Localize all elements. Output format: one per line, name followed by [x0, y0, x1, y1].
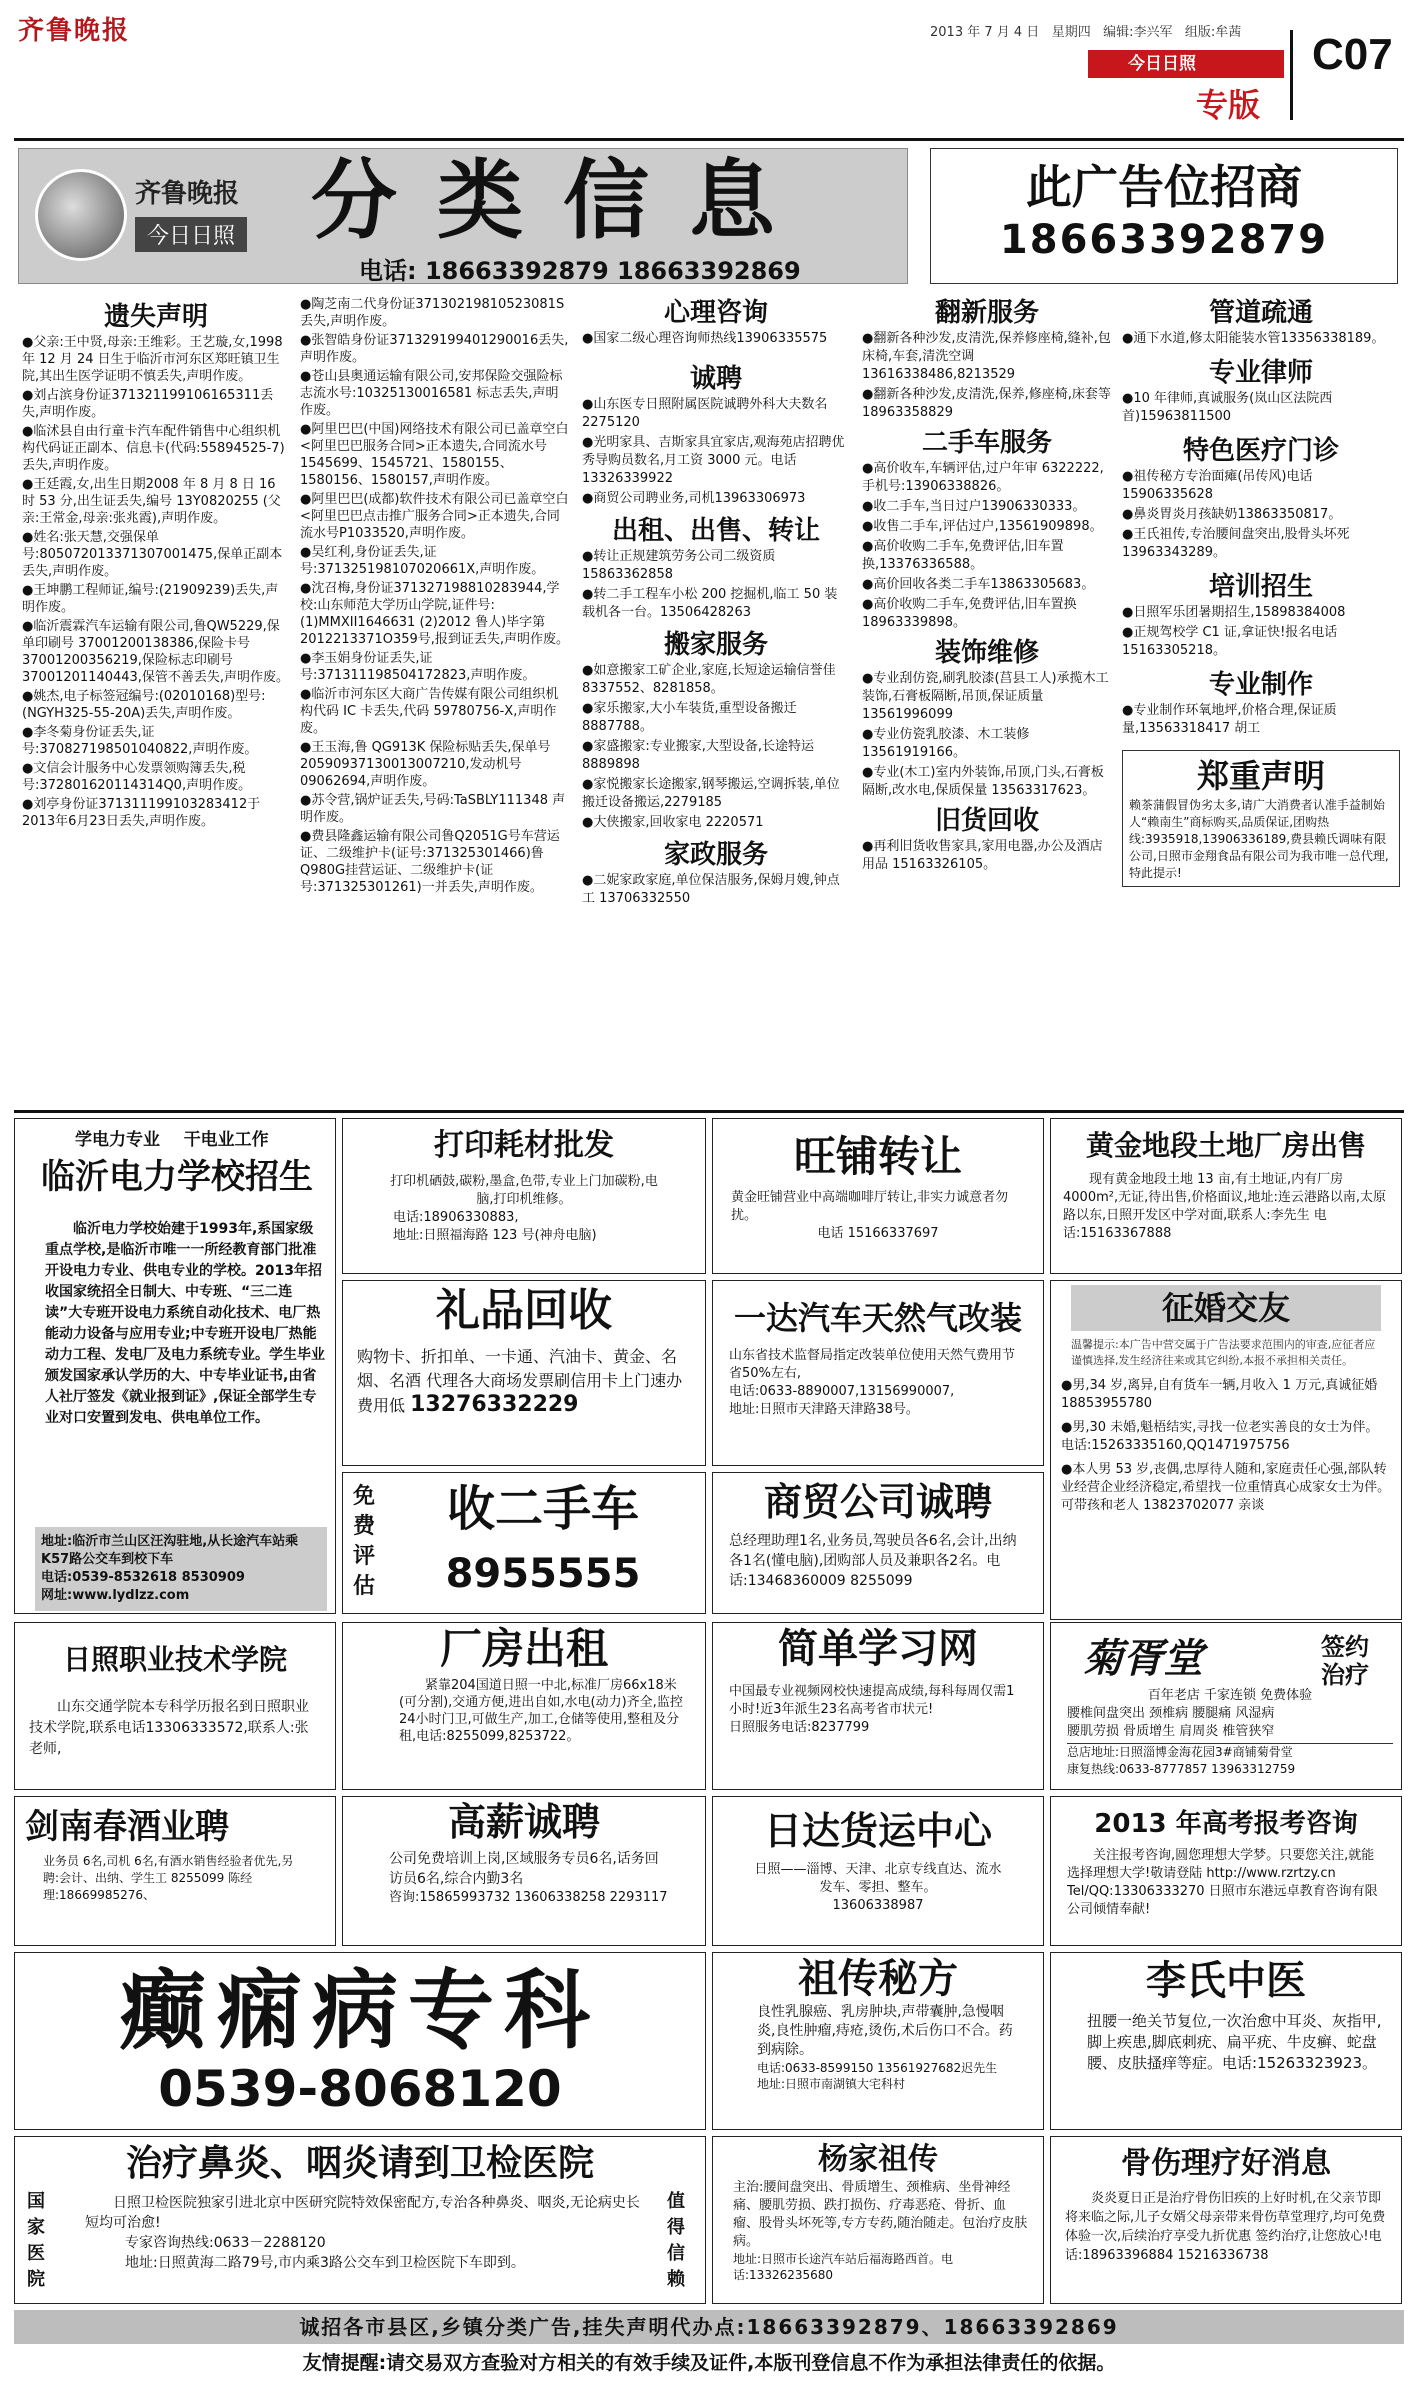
footer-bar [14, 2310, 1404, 2344]
usedcar-title: 收二手车 [446, 1481, 639, 1537]
list-item: ●阿里巴巴(成都)软件技术有限公司已盖章空白<阿里巴巴点击推广服务合同>正本遗失,合同流水号P1033520,声明作废。 [300, 492, 569, 541]
list-item: ●本人男 53 岁,丧偶,忠厚待人随和,家庭责任心强,部队转业经营企业经济稳定,希望找一位重情真心成家女士为伴。可带孩和老人 13823702077 亲谈 [1061, 1462, 1391, 1513]
col3-s3-title: 出租、出售、转让 [611, 516, 820, 546]
factory-title: 厂房出租 [439, 1624, 608, 1673]
print-addr: 地址:日照福海路 123 号(神舟电脑) [393, 1228, 597, 1243]
trade-body: 总经理助理1名,业务员,驾驶员各6名,会计,出纳各1名(懂电脑),团购部人员及兼职各2名。电话:13468360009 8255099 [729, 1533, 1017, 1589]
list-item: ●收二手车,当日过户13906330333。 [862, 499, 1086, 514]
col4-s3-title: 装饰维修 [934, 638, 1039, 668]
banner-logo: 齐鲁晚报 [135, 179, 240, 209]
list-item: ●男,34 岁,离异,自有货车一辆,月收入 1 万元,真诚征婚 18853955780 [1061, 1378, 1378, 1411]
list-item: ●刘亭身份证371311199103283412于2013年6月23日丢失,声明作废。 [22, 797, 261, 829]
massage-line3: 腰肌劳损 骨质增生 肩周炎 椎管狭窄 [1067, 1724, 1275, 1739]
usedcar-side: 免费评估 [353, 1483, 376, 1599]
ad-exam [1050, 1796, 1402, 1946]
masthead-rule [1290, 30, 1293, 120]
usedcar-tel: 8955555 [445, 1551, 641, 1597]
ancestral-tel: 电话:0633-8599150 13561927682迟先生 [757, 2061, 998, 2075]
layout-editor: 组版:牟茜 [1184, 25, 1242, 40]
net-title: 简单学习网 [778, 1626, 978, 1672]
nose-title: 治疗鼻炎、咽炎请到卫检医院 [125, 2143, 594, 2184]
col5-s2-text: ●10 年律师,真诚服务(岚山区法院西首)15963811500 [1122, 391, 1333, 424]
banner [18, 148, 908, 284]
section-tag: 今日日照 [1088, 50, 1284, 78]
ad-space-phone: 18663392879 [999, 217, 1329, 263]
nose-body: 日照卫检医院独家引进北京中医研究院特效保密配方,专治各种鼻炎、咽炎,无论病史长短均可治愈! [85, 2195, 640, 2231]
ancestral-body: 良性乳腺癌、乳房肿块,声带囊肿,急慢咽炎,良性肿瘤,痔疮,烫伤,术后伤口不合。药到病除。 [757, 2004, 1013, 2058]
list-item: ●高价收购二手车,免费评估,旧车置换 18963339898。 [862, 597, 1077, 630]
list-item: ●沈召梅,身份证371327198810283944,学校:山东师范大学历山学院,证件号:(1)MMXII1646631 (2)2012 鲁人)毕字第2012213371O359号,报到证丢失,声明作废。 [300, 581, 570, 647]
massage-tel: 康复热线:0633-8777857 13963312759 [1067, 1762, 1296, 1776]
massage-line1: 百年老店 千家连锁 免费体验 [1147, 1688, 1313, 1703]
list-item: ●苍山县奥通运输有限公司,安邦保险交强险标志流水号:10325130016581 标志丢失,声明作废。 [300, 369, 563, 418]
list-item: ●家悦搬家长途搬家,钢琴搬运,空调拆装,单位搬迁设备搬运,2279185 [582, 777, 840, 810]
gift-tel: 13276332229 [410, 1392, 579, 1417]
col3-s5-text: ●二妮家政家庭,单位保洁服务,保姆月嫂,钟点工 13706332550 [582, 873, 840, 906]
col5-s4-title: 培训招生 [1208, 572, 1313, 602]
col3-s2-title: 诚聘 [689, 364, 742, 394]
ad-shop [712, 1118, 1044, 1274]
land-title: 黄金地段土地厂房出售 [1085, 1129, 1366, 1162]
ad-space [930, 148, 1398, 284]
col5-s1-text: ●通下水道,修太阳能装水管13356338189。 [1122, 331, 1385, 346]
list-item: ●阿里巴巴(中国)网络技术有限公司已盖章空白<阿里巴巴服务合同>正本遗失,合同流水号 1545699、1545721、1580155、1580156、1580157,声明作废。 [300, 422, 569, 488]
list-item: ●姓名:张天慧,交强保单号:805072013371307001475,保单正副本丢失,声明作废。 [22, 530, 283, 579]
exam-tel: Tel/QQ:13306333270 日照市东港远卓教育咨询有限公司倾情奉献! [1067, 1884, 1378, 1917]
shop-title: 旺铺转让 [793, 1132, 962, 1181]
wine-title: 剑南春酒业聘 [25, 1807, 229, 1847]
banner-sublogo: 今日日照 [135, 217, 247, 252]
ad-bone [1050, 2136, 1402, 2304]
nose-tel: 专家咨询热线:0633－2288120 [125, 2235, 326, 2251]
footer-line2: 友情提醒:请交易双方查验对方相关的有效手续及证件,本版刊登信息不作为承担法律责任的依据。 [302, 2352, 1116, 2374]
list-item: ●专业仿瓷乳胶漆、木工装修13561919166。 [862, 727, 1030, 760]
ad-yang [712, 2136, 1044, 2304]
column-3 [582, 296, 850, 1102]
li-body: 扭腰一绝关节复位,一次治愈中耳炎、灰指甲,脚上疾患,脚底刺疣、扁平疣、牛皮癣、蛇盘腰、皮肤搔痒等症。电话:15263323923。 [1087, 2012, 1382, 2072]
net-tel: 日照服务电话:8237799 [729, 1720, 870, 1735]
list-item: ●姚杰,电子标签冠编号:(02010168)型号:(NGYH325-55-20A)丢失,声明作废。 [22, 689, 266, 721]
school-addr: 地址:临沂市兰山区汪沟驻地,从长途汽车站乘K57路公交车到校下车 [41, 1534, 299, 1567]
marry-title: 征婚交友 [1071, 1285, 1381, 1331]
school-tag2: 干电业工作 [183, 1130, 269, 1150]
statement-box [1122, 750, 1400, 887]
list-item: ●张智皓身份证371329199401290016丢失,声明作废。 [300, 333, 569, 365]
col3-s2-list [582, 396, 850, 508]
massage-brand: 菊胥堂 [1083, 1635, 1203, 1682]
school-tag1: 学电力专业 [75, 1130, 160, 1150]
list-item: ●如意搬家工矿企业,家庭,长短途运输信誉佳 8337552、8281858。 [582, 663, 836, 696]
col4-s3-list [862, 670, 1112, 800]
land-body: 现有黄金地段土地 13 亩,有土地证,内有厂房 4000m²,无证,待出售,价格面议,地址:连云港路以南,太原路以东,日照开发区中学对面,联系人:李先生 电话:15163367888 [1063, 1172, 1387, 1241]
ad-gift [342, 1280, 706, 1466]
ad-gas [712, 1280, 1044, 1466]
ad-net [712, 1622, 1044, 1790]
trade-title: 商贸公司诚聘 [763, 1480, 992, 1524]
ad-space-title: 此广告位招商 [1026, 160, 1302, 214]
list-item: ●日照军乐团暑期招生,15898384008 [1122, 605, 1346, 620]
marry-list [1051, 1371, 1401, 1515]
masthead-logo: 齐鲁晚报 [18, 16, 131, 46]
list-item: ●父亲:王中贤,母亲:王维彩。王艺璇,女,1998 年 12 月 24 日生于临沂市河东区郑旺镇卫生院,其出生医学证明不慎丢失,声明作废。 [22, 335, 283, 384]
top-rule [14, 138, 1404, 141]
list-item: ●收售二手车,评估过户,13561909898。 [862, 519, 1103, 534]
list-item: ●王玉海,鲁 QG913K 保险标贴丢失,保单号 20590937130013007210,发动机号 09062694,声明作废。 [300, 740, 551, 789]
editor: 编辑:李兴军 [1103, 25, 1173, 40]
col4-s4-title: 旧货回收 [934, 806, 1039, 836]
list-item: ●临沂市河东区大商广告传媒有限公司组织机构代码 IC 卡丢失,代码 59780756-X,声明作废。 [300, 687, 559, 736]
nose-content [85, 2193, 645, 2273]
list-item: ●男,30 未婚,魁梧结实,寻找一位老实善良的女士为伴。电话:15263335160,QQ1471975756 [1061, 1420, 1379, 1453]
gas-body: 山东省技术监督局指定改装单位使用天然气费用节省50%左右, [729, 1348, 1016, 1381]
banner-title: 分类信息 [311, 151, 815, 251]
banner-phone: 电话: 18663392879 18663392869 [359, 257, 801, 285]
col5-s5-title: 专业制作 [1208, 670, 1313, 700]
voc-title: 日照职业技术学院 [62, 1643, 287, 1676]
school-tel: 电话:0539-8532618 8530909 [41, 1570, 245, 1585]
list-item: ●转让正规建筑劳务公司二级资质 15863362858 [582, 549, 776, 582]
section-name: 专版 [1196, 86, 1261, 124]
ancestral-addr: 地址:日照市南湖镇大宅科村 [757, 2077, 906, 2091]
list-item: ●刘占滨身份证371321199106165311丢失,声明作废。 [22, 388, 274, 420]
bone-body: 炎炎夏日正是治疗骨伤旧疾的上好时机,在父亲节即将来临之际,儿子女婿父母亲带来骨伤草堂理疗,均可免费体验一次,后续治疗享受九折优惠 签约治疗,让您放心!电话:18963396884 15216336738 [1065, 2191, 1386, 2263]
list-item: ●家乐搬家,大小车装货,重型设备搬迁 8887788。 [582, 701, 797, 734]
list-item: ●临沭县自由行童卡汽车配件销售中心组织机构代码证正副本、信息卡(代码:55894525-7)丢失,声明作废。 [22, 424, 285, 473]
ad-land [1050, 1118, 1402, 1274]
col5-s2-title: 专业律师 [1208, 358, 1313, 388]
col2-list [300, 296, 570, 896]
exam-body: 关注报考咨询,圆您理想大学梦。只要您关注,就能选择理想大学!敬请登陆 http://www.rzrtzy.cn [1067, 1848, 1375, 1881]
col5-s6-text: 赖茶蒲假冒伪劣太多,请广大消费者认准手益制始人“赖南生”商标购买,品质保证,团购热线:3935918,13906336189,费县赖氏调味有限公司,日照市金翔食品有限公司为我市唯一总代理,特此提示! [1129, 798, 1389, 880]
masthead-date [930, 24, 1241, 42]
ad-epilepsy [14, 1952, 706, 2130]
footer-line1: 诚招各市县区,乡镇分类广告,挂失声明代办点:18663392879、18663392869 [299, 2315, 1119, 2339]
school-body: 临沂电力学校始建于1993年,系国家级重点学校,是临沂市唯一一所经教育部门批准开设电力专业、供电专业的学校。2013年招收国家统招全日制大、中专班、“三二连读”大专班开设电力系统自动化技术、电厂热能动力设备与应用专业;中专班开设电厂热能动力工程、发电厂及电力系统专业。学生毕业颁发国家承认学历的大、中专毕业证书,由省人社厅签发《就业报到证》,保证全部学生专业对口安置到发电、供电单位工作。 [45, 1221, 325, 1426]
massage-badge1: 签约 [1321, 1633, 1369, 1661]
nose-side1: 国家医院 [27, 2191, 45, 2290]
list-item: ●李玉娟身份证丢失,证号:371311198504172823,声明作废。 [300, 651, 536, 683]
list-item: ●祖传秘方专治面瘫(吊传风)电话 15906335628 [1122, 469, 1313, 502]
col5-s1-title: 管道疏通 [1208, 298, 1313, 328]
col3-s3-list [582, 548, 850, 622]
gas-tel: 电话:0633-8890007,13156990007, [729, 1384, 955, 1399]
col4-s1-list [862, 330, 1112, 422]
list-item: ●高价收购二手车,免费评估,旧车置换,13376336588。 [862, 539, 1064, 572]
list-item: ●大侠搬家,回收家电 2220571 [582, 815, 764, 830]
school-contact [35, 1527, 327, 1611]
classified-rule [14, 1110, 1404, 1113]
col3-s1-title: 心理咨询 [663, 298, 768, 328]
massage-line2: 腰椎间盘突出 颈椎病 腰腿痛 风湿病 [1067, 1706, 1275, 1721]
bone-title: 骨伤理疗好消息 [1121, 2146, 1331, 2181]
ad-voc [14, 1622, 336, 1790]
ad-li [1050, 1952, 1402, 2130]
list-item: ●专业(木工)室内外装饰,吊顶,门头,石膏板隔断,改水电,保质保量 13563317623。 [862, 765, 1104, 798]
ad-salary [342, 1796, 706, 1946]
gift-body [343, 1337, 705, 1418]
page-number: C07 [1312, 30, 1393, 79]
list-item: ●翻新各种沙发,皮清洗,保养,修座椅,床套等 18963358829 [862, 387, 1111, 420]
ad-freight [712, 1796, 1044, 1946]
column-2 [300, 296, 570, 1102]
massage-addr: 总店地址:日照淄博金海花园3#商铺菊骨堂 [1067, 1745, 1293, 1759]
ad-massage [1050, 1622, 1402, 1790]
ad-factory [342, 1622, 706, 1790]
col3-s5-title: 家政服务 [663, 840, 768, 870]
col5-s4-list [1122, 604, 1400, 660]
print-body: 打印机硒鼓,碳粉,墨盒,色带,专业上门加碳粉,电脑,打印机维修。 [390, 1174, 658, 1207]
school-title: 临沂电力学校招生 [41, 1157, 313, 1197]
gift-title: 礼品回收 [436, 1285, 612, 1336]
ancestral-title: 祖传秘方 [798, 1956, 958, 2002]
li-title: 李氏中医 [1146, 1958, 1306, 2004]
ad-ancestral [712, 1952, 1044, 2130]
net-body: 中国最专业视频网校快速提高成绩,每科每周仅需1小时!近3年派生23名高考省市状元! [729, 1684, 1015, 1717]
yang-title: 杨家祖传 [818, 2142, 938, 2177]
list-item: ●高价回收各类二手车13863305683。 [862, 577, 1095, 592]
list-item: ●山东医专日照附属医院诚聘外科大夫数名 2275120 [582, 397, 828, 430]
col4-s4-text: ●再利旧货收售家具,家用电器,办公及酒店用品 15163326105。 [862, 839, 1103, 872]
voc-body: 山东交通学院本专科学历报名到日照职业技术学院,联系电话13306333572,联系人:张老师, [29, 1699, 309, 1757]
list-item: ●正规驾校学 C1 证,拿证快!报名电话 15163305218。 [1122, 625, 1338, 658]
list-item: ●王氏祖传,专治腰间盘突出,股骨头坏死 13963343289。 [1122, 527, 1350, 560]
col4-s2-title: 二手车服务 [921, 428, 1052, 458]
col5-s6-title: 郑重声明 [1196, 757, 1325, 795]
epilepsy-title: 癫痫病专科 [120, 1961, 600, 2061]
weekday: 星期四 [1051, 25, 1091, 40]
date: 2013 年 7 月 4 日 [930, 25, 1040, 40]
col1-list [22, 334, 290, 830]
column-4 [862, 296, 1112, 1102]
list-item: ●文信会计服务中心发票领购簿丢失,税号:372801620114314Q0,声明作废。 [22, 761, 252, 793]
gift-body-text: 购物卡、折扣单、一卡通、汽油卡、黄金、名烟、名酒 代理各大商场发票刷信用卡上门速办费用低 [357, 1347, 683, 1415]
col5-s3-list [1122, 468, 1400, 562]
salary-title: 高薪诚聘 [447, 1800, 600, 1844]
school-web: 网址:www.lydlzz.com [41, 1588, 190, 1603]
marry-notice: 温馨提示:本广告中营交属于广告法要求范围内的审查,应征者应谨慎选择,发生经济往来或其它纠纷,本报不承担相关责任。 [1071, 1338, 1376, 1367]
salary-body: 公司免费培训上岗,区域服务专员6名,话务回访员6名,综合内勤3名 [389, 1851, 659, 1887]
list-item: ●吴红利,身份证丢失,证号:371325198107020661X,声明作废。 [300, 545, 545, 577]
list-item: ●家盛搬家:专业搬家,大型设备,长途特运 8889898 [582, 739, 814, 772]
list-item: ●陶芝南二代身份证37130219810523081S丢失,声明作废。 [300, 297, 565, 329]
shop-body: 黄金旺铺营业中高端咖啡厅转让,非实力诚意者勿扰。 [731, 1190, 1009, 1223]
ad-school [14, 1118, 336, 1614]
ad-wine [14, 1796, 336, 1946]
list-item: ●专业刮仿瓷,刷乳胶漆(莒县工人)承揽木工装饰,石膏板隔断,吊顶,保证质量 13561996099 [862, 671, 1109, 722]
col3-s1-text: ●国家二级心理咨询师热线13906335575 [582, 331, 828, 346]
shop-tel: 电话 15166337697 [817, 1226, 939, 1241]
column-1 [22, 300, 290, 1100]
salary-tel: 咨询:15865993732 13606338258 2293117 [389, 1890, 668, 1905]
ad-trade [712, 1472, 1044, 1614]
list-item: ●高价收车,车辆评估,过户年审 6322222,手机号:13906338826。 [862, 461, 1104, 494]
list-item: ●临沂震霖汽车运输有限公司,鲁QW5229,保单印刷号 37001200138386,保险卡号37001200356219,保险标志印刷号37001201140443,保管不善丢失,声明作废。 [22, 619, 290, 685]
print-title: 打印耗材批发 [434, 1128, 614, 1163]
ad-nose [14, 2136, 706, 2304]
wine-body: 业务员 6名,司机 6名,有酒水销售经验者优先,另聘:会计、出纳、学生工 8255099 陈经理:18669985276、 [43, 1854, 294, 1902]
list-item: ●王坤鹏工程师证,编号:(21909239)丢失,声明作废。 [22, 583, 279, 615]
gas-addr: 地址:日照市天津路天津路38号。 [729, 1402, 919, 1417]
col3-s4-title: 搬家服务 [663, 630, 768, 660]
ad-usedcar [342, 1472, 706, 1614]
list-item: ●李冬菊身份证丢失,证号:370827198501040822,声明作废。 [22, 725, 258, 757]
list-item: ●鼻炎胃炎月孩缺奶13863350817。 [1122, 507, 1342, 522]
freight-tel: 13606338987 [832, 1898, 924, 1913]
nose-side2: 值得信赖 [667, 2191, 685, 2290]
col4-s1-title: 翻新服务 [934, 298, 1039, 328]
nose-addr: 地址:日照黄海二路79号,市内乘3路公交车到卫检医院下车即到。 [125, 2255, 525, 2271]
list-item: ●转二手工程车小松 200 挖掘机,临工 50 装载机各一台。13506428263 [582, 587, 838, 620]
freight-body: 日照——淄博、天津、北京专线直达、流水发车、零担、整车。 [754, 1862, 1002, 1895]
factory-body: 紧靠204国道日照一中北,标准厂房66x18米(可分割),交通方便,进出自如,水电(动力)齐全,监控24小时门卫,可做生产,加工,仓储等使用,整租及分租,电话:8255099,8253722。 [399, 1678, 683, 1744]
list-item: ●光明家具、吉斯家具宜家店,观海苑店招聘优秀导购员数名,月工资 3000 元。电话 13326339922 [582, 435, 845, 486]
gas-title: 一达汽车天然气改装 [733, 1299, 1022, 1337]
col3-s4-list [582, 662, 850, 832]
print-tel: 电话:18906330883, [393, 1210, 519, 1225]
yang-addr: 地址:日照市长途汽车站后福海路西首。电话:13326235680 [733, 2252, 954, 2282]
massage-lines [1067, 1687, 1393, 1778]
list-item: ●苏令营,锅炉证丢失,号码:TaSBLY111348 声明作废。 [300, 793, 566, 825]
ad-print [342, 1118, 706, 1274]
school-tags [75, 1125, 269, 1150]
list-item: ●王廷霞,女,出生日期2008 年 8 月 8 日 16 时 53 分,出生证丢失,编号 13Y0820255 (父亲:王常金,母亲:张兆霞),声明作废。 [22, 477, 281, 526]
list-item: ●翻新各种沙发,皮清洗,保养修座椅,缝补,包床椅,车套,清洗空调 13616338486,8213529 [862, 331, 1111, 382]
ad-marry [1050, 1280, 1402, 1620]
col5-s3-title: 特色医疗门诊 [1182, 436, 1339, 466]
freight-title: 日达货运中心 [763, 1809, 992, 1853]
yang-body: 主治:腰间盘突出、骨质增生、颈椎病、坐骨神经痛、腰肌劳损、跌打损伤、疗毒恶疮、骨折、血瘤、股骨头坏死等,专方专药,随治随走。包治疗皮肤病。 [733, 2180, 1028, 2249]
list-item: ●费县隆鑫运输有限公司鲁Q2051G号车营运证、二级维护卡(证号:371325301466)鲁Q980G挂营运证、二级维护卡(证号:371325301261)一并丢失,声明作废。 [300, 829, 560, 895]
epilepsy-tel: 0539-8068120 [158, 2060, 562, 2118]
massage-badge2: 治疗 [1321, 1661, 1369, 1689]
exam-title: 2013 年高考报考咨询 [1094, 1809, 1358, 1839]
col5-s5-text: ●专业制作环氧地坪,价格合理,保证质量,13563318417 胡工 [1122, 703, 1337, 736]
banner-logo-circle [35, 169, 127, 261]
col1-title: 遗失声明 [103, 302, 208, 332]
col4-s2-list [862, 460, 1112, 632]
list-item: ●商贸公司聘业务,司机13963306973 [582, 491, 806, 506]
column-5 [1122, 296, 1400, 1102]
